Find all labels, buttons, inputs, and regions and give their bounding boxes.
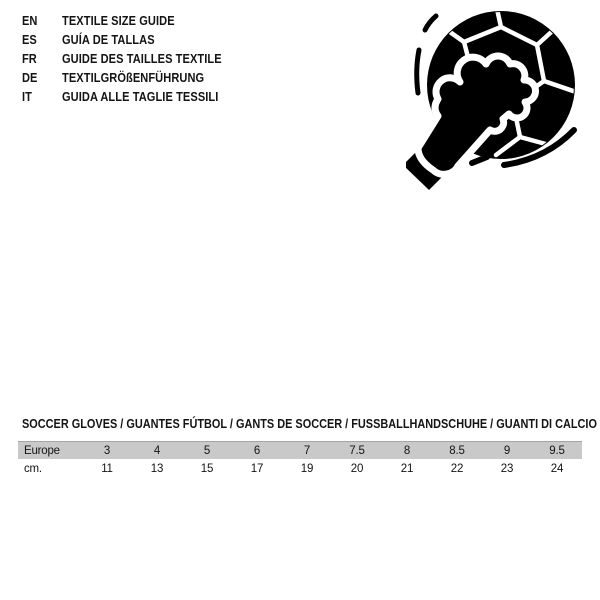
size-cell: 8.5 — [449, 444, 465, 457]
language-row-de — [22, 68, 250, 87]
size-cell: 5 — [203, 444, 211, 457]
size-cell: 9.5 — [549, 444, 565, 457]
size-cell: 17 — [250, 462, 264, 475]
language-code: FR — [22, 51, 37, 66]
language-label: GUÍA DE TALLAS — [62, 32, 155, 47]
language-code: DE — [22, 70, 38, 85]
language-row-it — [22, 87, 250, 106]
language-list — [22, 11, 250, 106]
size-cell: 6 — [253, 444, 261, 457]
size-cell: 21 — [400, 462, 414, 475]
size-guide-section — [0, 417, 600, 478]
size-cell: 15 — [200, 462, 214, 475]
row-label: cm. — [24, 462, 42, 475]
size-cell: 8 — [403, 444, 411, 457]
language-label: TEXTILGRÖßENFÜHRUNG — [62, 70, 205, 85]
language-row-fr — [22, 49, 250, 68]
language-code: EN — [22, 13, 38, 28]
size-guide-title: SOCCER GLOVES / GUANTES FÚTBOL / GANTS DE SOCCER / FUSSBALLHANDSCHUHE / GUANTI DI CALCIO — [22, 416, 597, 431]
size-cell: 4 — [153, 444, 161, 457]
size-cell: 22 — [450, 462, 464, 475]
size-cell: 24 — [550, 462, 564, 475]
language-code: IT — [22, 89, 32, 104]
language-label: GUIDA ALLE TAGLIE TESSILI — [62, 89, 219, 104]
size-cell: 13 — [150, 462, 164, 475]
size-cell: 7 — [303, 444, 311, 457]
size-cell: 20 — [350, 462, 364, 475]
size-cell: 7.5 — [349, 444, 365, 457]
size-cell: 19 — [300, 462, 314, 475]
size-cell: 3 — [103, 444, 111, 457]
language-row-es — [22, 30, 250, 49]
row-label: Europe — [24, 444, 60, 457]
language-label: GUIDE DES TAILLES TEXTILE — [62, 51, 222, 66]
language-code: ES — [22, 32, 37, 47]
size-table — [18, 441, 582, 478]
language-row-en — [22, 11, 250, 30]
table-row-cm — [18, 459, 582, 478]
language-label: TEXTILE SIZE GUIDE — [62, 13, 175, 28]
glove-ball-svg — [406, 2, 594, 202]
size-cell: 11 — [101, 462, 113, 475]
goalkeeper-glove-ball-icon — [406, 2, 594, 202]
size-cell: 9 — [503, 444, 511, 457]
table-row-europe — [18, 441, 582, 459]
size-cell: 23 — [500, 462, 514, 475]
